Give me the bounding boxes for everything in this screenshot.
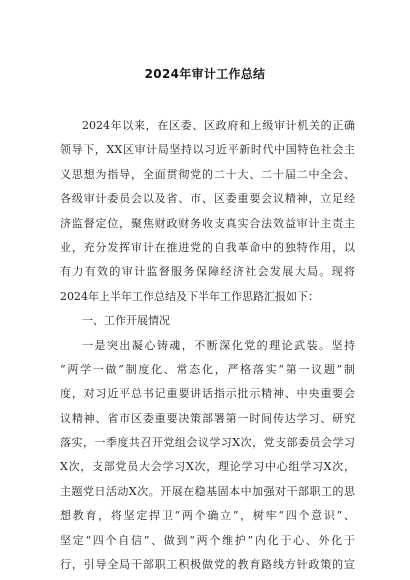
paragraph-line: 各级审计委员会以及省、市、区委重要会议精神，立足经 bbox=[60, 192, 355, 206]
paragraph-line: “两学一做”制度化、常态化，严格落实“第一议题”制 bbox=[60, 362, 355, 376]
section-heading: 一、工作开展情况 bbox=[82, 314, 170, 328]
paragraph-line: 济监督定位，聚焦财政财务收支真实合法效益审计主责主 bbox=[60, 216, 355, 230]
paragraph-line: 业，充分发挥审计在推进党的自我革命中的独特作用，以 bbox=[60, 240, 355, 254]
paragraph-line: 主题党日活动X次。开展在稳基固本中加强对干部职工的思 bbox=[60, 484, 355, 498]
paragraph-line: 行，引导全局干部职工积极做党的教育路线方针政策的宣 bbox=[60, 558, 355, 572]
paragraph-line: 2024年以来，在区委、区政府和上级审计机关的正确 bbox=[82, 119, 355, 132]
paragraph-line: 想教育，将坚定捍卫“两个确立”，树牢“四个意识”、 bbox=[60, 509, 355, 523]
document-title: 2024年审计工作总结 bbox=[144, 67, 266, 81]
paragraph-line: 度，对习近平总书记重要讲话指示批示精神、中央重要会 bbox=[60, 387, 355, 401]
paragraph-line: 义思想为指导，全面贯彻党的二十大、二十届二中全会、 bbox=[60, 167, 355, 181]
paragraph-line: 领导下，XX区审计局坚持以习近平新时代中国特色社会主 bbox=[60, 143, 355, 157]
paragraph-line: X次，支部党员大会学习X次，理论学习中心组学习X次， bbox=[60, 460, 355, 474]
document-body bbox=[60, 114, 355, 577]
paragraph-line: 坚定“四个自信”、做到“两个维护”内化于心、外化于 bbox=[60, 533, 355, 547]
paragraph-line: 落实，一季度共召开党组会议学习X次，党支部委员会学习 bbox=[60, 436, 355, 450]
paragraph-line: 议精神、省市区委重要决策部署第一时间传达学习、研究 bbox=[60, 411, 355, 425]
paragraph-line: 有力有效的审计监督服务保障经济社会发展大局。现将 bbox=[60, 265, 355, 279]
paragraph-line: 一是突出凝心铸魂，不断深化党的理论武装。坚持 bbox=[82, 338, 355, 352]
paragraph-line: 2024年上半年工作总结及下半年工作思路汇报如下： bbox=[60, 289, 319, 303]
